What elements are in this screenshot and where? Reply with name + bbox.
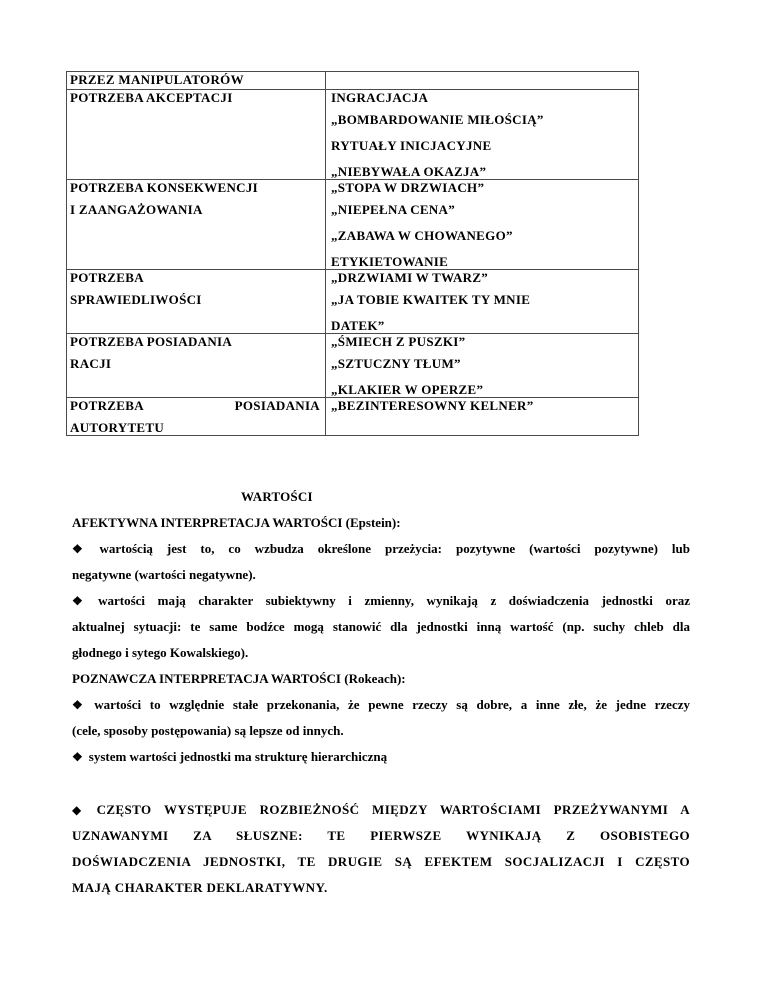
bullet-text: wartością jest to, co wzbudza określone przeżycia: pozytywne (wartości pozytywne) lub	[99, 541, 691, 556]
cell-line: POTRZEBA AKCEPTACJI	[70, 90, 233, 105]
note-line: MAJĄ CHARAKTER DEKLARATYWNY.	[72, 880, 328, 895]
cell-line: PRZEZ MANIPULATORÓW	[70, 72, 244, 87]
bullet-line: negatywne (wartości negatywne).	[72, 567, 256, 582]
note-text: CZĘSTO WYSTĘPUJE ROZBIEŻNOŚĆ MIĘDZY WARTOŚCIAMI PRZEŻYWANYMI A	[96, 802, 690, 817]
cell-line: POTRZEBA POSIADANIA	[70, 334, 233, 349]
cell-line: „NIEPEŁNA CENA”	[331, 202, 456, 217]
diamond-icon: ◆	[72, 803, 91, 817]
table-cell	[67, 398, 326, 436]
table-row	[67, 270, 639, 334]
cell-line: RYTUAŁY INICJACYJNE	[331, 138, 492, 153]
cell-line: DATEK”	[331, 318, 385, 333]
cell-line: ETYKIETOWANIE	[331, 254, 449, 269]
bullet-icon: ❖	[72, 542, 94, 556]
cell-line: AUTORYTETU	[70, 420, 165, 435]
cell-line: „SZTUCZNY TŁUM”	[331, 356, 461, 371]
cell-line: „STOPA W DRZWIACH”	[331, 180, 485, 195]
cell-line: „DRZWIAMI W TWARZ”	[331, 270, 489, 285]
table-row	[67, 398, 639, 436]
cell-word: POSIADANIA	[234, 398, 320, 413]
table-cell	[326, 90, 639, 180]
cell-line: SPRAWIEDLIWOŚCI	[70, 292, 202, 307]
cell-line: POTRZEBA	[70, 270, 144, 285]
bullet-line	[72, 692, 690, 718]
note-line: UZNAWANYMI ZA SŁUSZNE: TE PIERWSZE WYNIKAJĄ Z OSOBISTEGO	[72, 828, 690, 843]
bullet-icon: ❖	[72, 698, 89, 712]
table-cell	[326, 72, 639, 90]
section-title: WARTOŚCI	[241, 489, 313, 504]
cell-line: „BOMBARDOWANIE MIŁOŚCIĄ”	[331, 112, 544, 127]
cell-line: „JA TOBIE KWAITEK TY MNIE	[331, 292, 531, 307]
table-row	[67, 72, 639, 90]
table-row	[67, 334, 639, 398]
bullet-line	[72, 744, 690, 770]
cell-line: RACJI	[70, 356, 112, 371]
bullet-line: aktualnej sytuacji: te same bodźce mogą stanowić dla jednostki inną wartość (np. suchy chleb dla	[72, 619, 690, 634]
table-cell	[326, 270, 639, 334]
cognitive-heading: POZNAWCZA INTERPRETACJA WARTOŚCI (Rokeach):	[72, 671, 406, 686]
cell-line: „ŚMIECH Z PUSZKI”	[331, 334, 466, 349]
bullet-line: głodnego i sytego Kowalskiego).	[72, 645, 249, 660]
values-section	[72, 484, 690, 901]
cell-line: „NIEBYWAŁA OKAZJA”	[331, 164, 487, 179]
table-cell	[67, 270, 326, 334]
cell-line: „BEZINTERESOWNY KELNER”	[331, 398, 534, 413]
bullet-line	[72, 536, 690, 562]
table-row	[67, 180, 639, 270]
table-cell	[326, 180, 639, 270]
cell-line: I ZAANGAŻOWANIA	[70, 202, 203, 217]
bullet-icon: ❖	[72, 750, 83, 764]
bullet-text: wartości mają charakter subiektywny i zmienny, wynikają z doświadczenia jednostki oraz	[98, 593, 690, 608]
note-line: DOŚWIADCZENIA JEDNOSTKI, TE DRUGIE SĄ EFEKTEM SOCJALIZACJI I CZĘSTO	[72, 854, 690, 869]
cell-line: „KLAKIER W OPERZE”	[331, 382, 484, 397]
table-cell	[67, 334, 326, 398]
cell-line	[70, 397, 322, 415]
cell-line: INGRACJACJA	[331, 90, 429, 105]
cell-line: „ZABAWA W CHOWANEGO”	[331, 228, 513, 243]
cell-word: POTRZEBA	[70, 398, 144, 413]
bullet-text: wartości to względnie stałe przekonania, że pewne rzeczy są dobre, a inne złe, że jedne rzeczy	[94, 697, 690, 712]
manipulation-techniques-table	[66, 71, 639, 436]
table-cell	[326, 398, 639, 436]
note-line	[72, 797, 690, 823]
bullet-line: (cele, sposoby postępowania) są lepsze od innych.	[72, 723, 344, 738]
cell-line: POTRZEBA KONSEKWENCJI	[70, 180, 258, 195]
bullet-text: system wartości jednostki ma strukturę hierarchiczną	[88, 749, 388, 764]
table-cell	[67, 90, 326, 180]
spacer	[72, 770, 690, 797]
bullet-icon: ❖	[72, 594, 93, 608]
table-cell	[67, 72, 326, 90]
table-cell	[67, 180, 326, 270]
bullet-line	[72, 588, 690, 614]
table-row	[67, 90, 639, 180]
affective-heading: AFEKTYWNA INTERPRETACJA WARTOŚCI (Epstein):	[72, 515, 401, 530]
table-cell	[326, 334, 639, 398]
